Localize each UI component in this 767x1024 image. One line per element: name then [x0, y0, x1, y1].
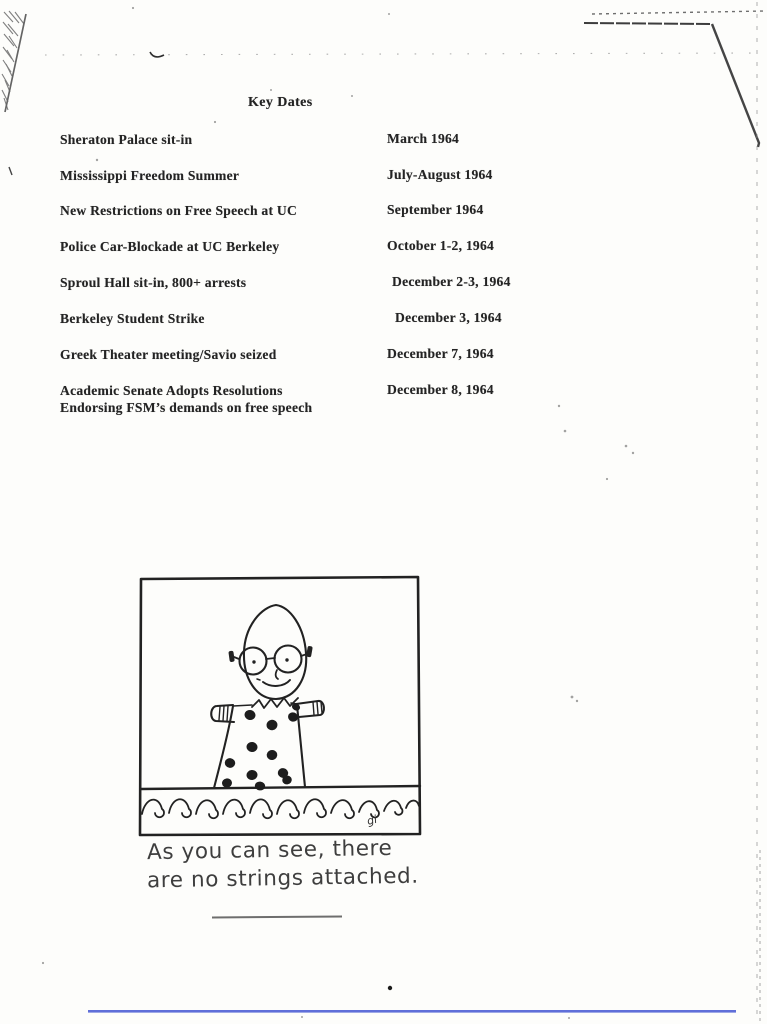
event-date: December 2-3, 1964 [392, 274, 511, 289]
event-title: Academic Senate Adopts Resolutions [60, 383, 283, 398]
event-date: March 1964 [387, 131, 460, 146]
key-date-row [60, 346, 720, 386]
scan-artifact-blue-line [88, 1010, 736, 1013]
key-date-row [60, 131, 720, 171]
scan-artifact-apostrophe [9, 167, 12, 175]
event-date: September 1964 [387, 202, 484, 217]
polka-dots [221, 702, 301, 791]
event-title: Greek Theater meeting/Savio seized [60, 347, 277, 362]
puppet-eye-right [285, 658, 288, 661]
puppet-eye-left [252, 660, 255, 663]
key-date-row [60, 382, 720, 422]
event-date: October 1-2, 1964 [387, 238, 495, 253]
cartoon-frame [140, 577, 420, 835]
event-title: Police Car-Blockade at UC Berkeley [60, 239, 280, 254]
page-title: Key Dates [248, 95, 313, 110]
scan-artifact-top-right-corner [584, 11, 766, 147]
event-date: July-August 1964 [387, 167, 493, 182]
event-date: December 8, 1964 [387, 382, 494, 397]
puppet-glasses [228, 646, 312, 675]
event-date: December 7, 1964 [387, 346, 494, 361]
scan-artifact-dotted-line [45, 53, 764, 55]
puppet-nose [276, 670, 278, 679]
artist-signature: gi [365, 812, 379, 828]
event-title: Sproul Hall sit-in, 800+ arrests [60, 275, 247, 290]
event-date: December 3, 1964 [395, 310, 502, 325]
event-title: Berkeley Student Strike [60, 311, 205, 326]
stage-ledge-line [141, 786, 420, 789]
key-date-row [60, 274, 720, 314]
key-date-row [60, 167, 720, 207]
event-title: New Restrictions on Free Speech at UC [60, 203, 298, 218]
cartoon-caption-line2: are no strings attached. [146, 863, 419, 894]
cartoon-caption-line1: As you can see, there [146, 835, 393, 866]
loop-garland [142, 799, 419, 818]
event-title: Mississippi Freedom Summer [60, 168, 240, 183]
scan-artifact-black-dot [388, 986, 392, 990]
event-title-line2: Endorsing FSM’s demands on free speech [60, 400, 313, 415]
event-title: Sheraton Palace sit-in [60, 132, 193, 147]
key-date-row [60, 202, 720, 242]
puppet-right-arm [296, 701, 324, 717]
scan-artifact-curve-mark [150, 52, 164, 57]
caption-underline [212, 916, 342, 919]
key-date-row [60, 310, 720, 350]
puppet-smile [263, 680, 290, 686]
scan-artifact-hatch-top-left [2, 11, 26, 112]
puppet-head [244, 605, 306, 699]
key-date-row [60, 238, 720, 278]
puppet-cartoon-drawing [136, 574, 424, 840]
